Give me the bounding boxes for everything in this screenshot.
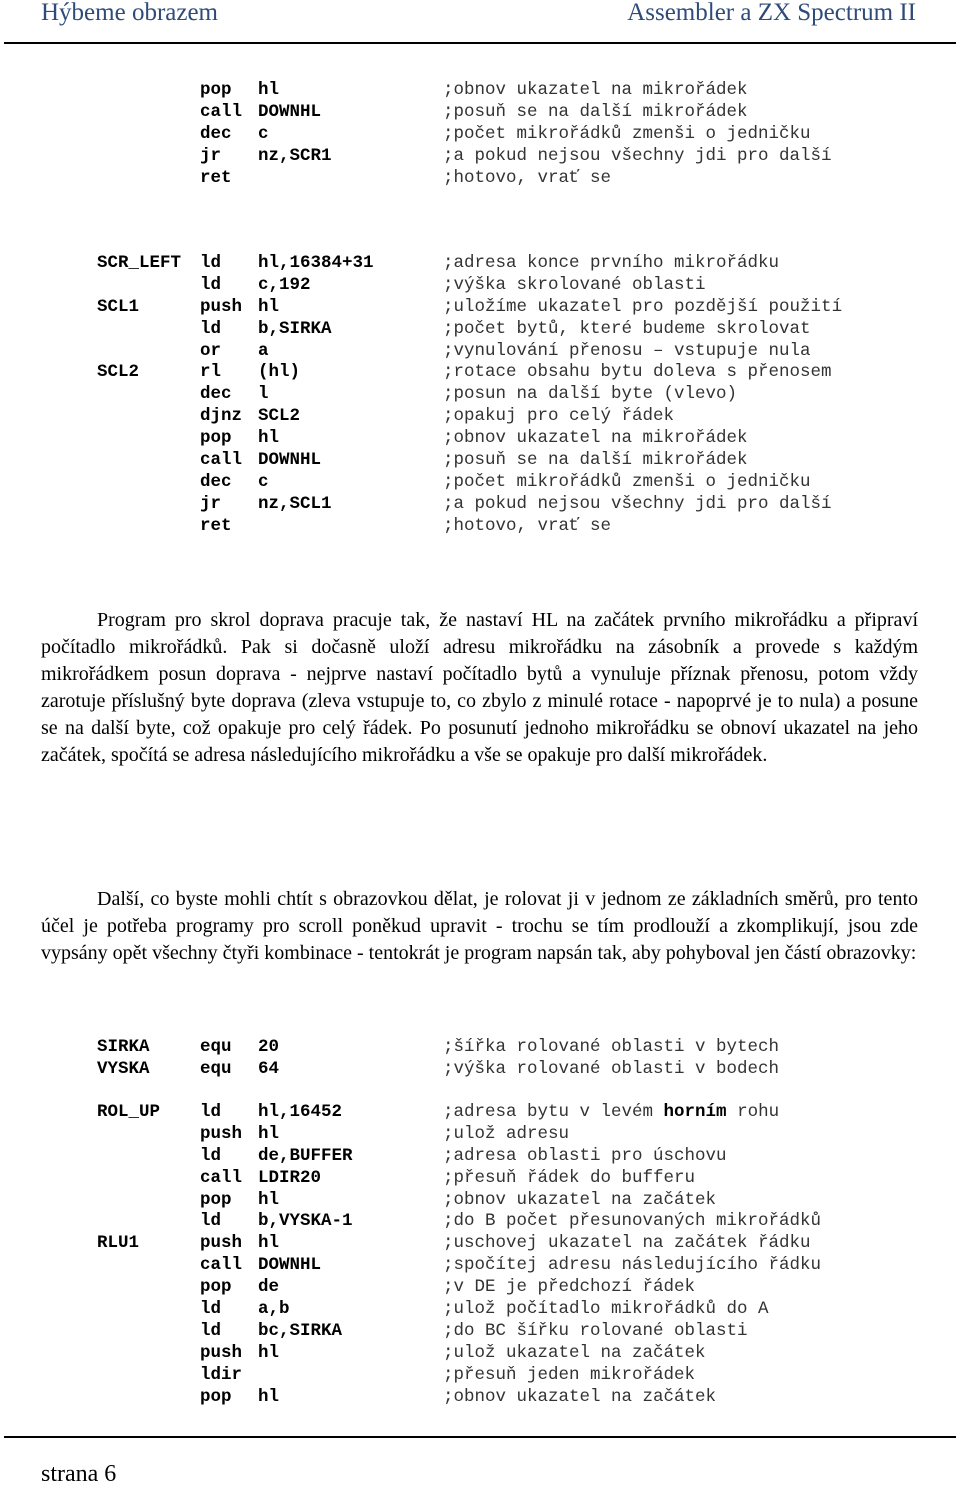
code-operand: nz,SCR1 (258, 145, 332, 166)
code-comment: ;obnov ukazatel na mikrořádek (443, 428, 748, 449)
code-operand: hl (258, 1189, 280, 1210)
code-operand: DOWNHL (258, 101, 322, 122)
code-label: SCL1 (97, 296, 140, 317)
code-operand: hl (258, 1342, 280, 1363)
code-comment: ;výška skrolované oblasti (443, 274, 706, 295)
code-instruction: call (200, 1167, 243, 1188)
code-operand: de,BUFFER (258, 1145, 353, 1166)
code-comment: ;hotovo, vrať se (443, 515, 612, 536)
code-instruction: or (200, 340, 222, 361)
code-instruction: djnz (200, 406, 243, 427)
code-comment: ;vynulování přenosu – vstupuje nula (443, 340, 811, 361)
code-instruction: pop (200, 428, 232, 449)
code-label: VYSKA (97, 1058, 150, 1079)
code-instruction: ld (200, 1320, 222, 1341)
code-operand: 20 (258, 1037, 280, 1057)
code-instruction: push (200, 1233, 243, 1254)
code-comment: ;opakuj pro celý řádek (443, 406, 675, 427)
code-operand: c (258, 471, 269, 492)
code-comment: ;přesuň řádek do bufferu (443, 1167, 696, 1188)
code-operand: l (258, 384, 269, 405)
header-title-left: Hýbeme obrazem (41, 0, 219, 26)
code-instruction: equ (200, 1037, 232, 1057)
paragraph-scroll-explanation: Program pro skrol doprava pracuje tak, že nastaví HL na začátek prvního mikrořádku a připraví počítadlo mikrořádků. Pak si dočasně uloží adresu mikrořádku na zásobník a provede s každým mikrořádkem posun doprava - nejprve nastaví počítadlo bytů a vynuluje příznak přenosu, potom vždy zarotuje příslušný byte doprava (zleva vstupuje to, co zbylo z minulé rotace - napoprvé je to nula) a posune se na další byte, což opakuje pro celý řádek. Po posunutí jednoho mikrořádku se obnoví ukazatel na jeho začátek, spočítá se adresa následujícího mikrořádku a vše se opakuje pro další mikrořádek. (41, 609, 918, 766)
code-instruction: ld (200, 318, 222, 339)
code-instruction: call (200, 101, 243, 122)
code-comment: ;ulož adresu (443, 1123, 570, 1144)
header-divider (4, 42, 956, 44)
code-comment: ;obnov ukazatel na mikrořádek (443, 80, 748, 100)
code-instruction: rl (200, 362, 222, 383)
code-label: SCL2 (97, 362, 140, 383)
code-operand: b,SIRKA (258, 318, 332, 339)
code-instruction: call (200, 1255, 243, 1276)
code-instruction: push (200, 1123, 243, 1144)
code-instruction: pop (200, 1189, 232, 1210)
code-comment: ;přesuň jeden mikrořádek (443, 1364, 696, 1385)
code-instruction: jr (200, 493, 222, 514)
code-instruction: ldir (200, 1364, 243, 1385)
code-comment: ;posuň se na další mikrořádek (443, 101, 748, 122)
code-comment: ;adresa oblasti pro úschovu (443, 1145, 727, 1166)
code-comment: ;obnov ukazatel na začátek (443, 1189, 717, 1210)
code-operand: SCL2 (258, 406, 301, 427)
code-operand: hl (258, 428, 280, 449)
code-label: SIRKA (97, 1037, 150, 1057)
code-operand: bc,SIRKA (258, 1320, 343, 1341)
code-operand: hl,16452 (258, 1102, 343, 1122)
code-operand: hl,16384+31 (258, 253, 374, 273)
code-instruction: dec (200, 123, 232, 144)
code-comment: ;spočítej adresu následujícího řádku (443, 1255, 822, 1276)
code-operand: nz,SCL1 (258, 493, 332, 514)
code-operand: hl (258, 80, 280, 100)
code-instruction: equ (200, 1058, 232, 1079)
code-comment: ;v DE je předchozí řádek (443, 1277, 696, 1298)
code-instruction: jr (200, 145, 222, 166)
code-comment: ;uschovej ukazatel na začátek řádku (443, 1233, 811, 1254)
code-comment: ;adresa bytu v levém horním rohu (443, 1102, 780, 1122)
page-number: strana 6 (41, 1461, 117, 1487)
code-operand: LDIR20 (258, 1167, 322, 1188)
code-instruction: dec (200, 384, 232, 405)
code-label: ROL_UP (97, 1102, 161, 1122)
code-operand: hl (258, 1123, 280, 1144)
code-operand: c (258, 123, 269, 144)
code-comment: ;výška rolované oblasti v bodech (443, 1058, 780, 1079)
paragraph-rolling-intro: Další, co byste mohli chtít s obrazovkou dělat, je rolovat ji v jednom ze základních směrů, pro tento účel je potřeba programy pro scroll poněkud upravit - trochu se tím prodlouží a zkomplikují, jsou zde vypsány opět všechny čtyři kombinace - tentokrát je program napsán tak, aby pohyboval jen částí obrazovky: (41, 888, 918, 964)
code-operand: a (258, 340, 269, 361)
code-instruction: ld (200, 1102, 222, 1122)
header-title-right: Assembler a ZX Spectrum II (627, 0, 916, 26)
code-instruction: pop (200, 1386, 232, 1407)
code-instruction: ld (200, 1145, 222, 1166)
code-instruction: ld (200, 274, 222, 295)
code-instruction: ld (200, 1299, 222, 1320)
code-instruction: ld (200, 1211, 222, 1232)
code-instruction: ld (200, 253, 222, 273)
code-comment: ;ulož ukazatel na začátek (443, 1342, 706, 1363)
code-instruction: ret (200, 515, 232, 536)
code-operand: de (258, 1277, 280, 1298)
code-instruction: ret (200, 167, 232, 188)
code-label: SCR_LEFT (97, 253, 182, 273)
code-comment: ;počet mikrořádků zmenši o jedničku (443, 471, 811, 492)
code-operand: (hl) (258, 362, 301, 383)
code-comment: ;posuň se na další mikrořádek (443, 450, 748, 471)
code-comment: ;ulož počítadlo mikrořádků do A (443, 1299, 769, 1320)
code-instruction: pop (200, 1277, 232, 1298)
code-comment: ;uložíme ukazatel pro pozdější použití (443, 296, 843, 317)
code-operand: hl (258, 1233, 280, 1254)
code-comment: ;do B počet přesunovaných mikrořádků (443, 1211, 822, 1232)
code-comment: ;obnov ukazatel na začátek (443, 1386, 717, 1407)
code-comment: ;šířka rolované oblasti v bytech (443, 1037, 780, 1057)
code-instruction: pop (200, 80, 232, 100)
code-operand: hl (258, 296, 280, 317)
code-comment: ;adresa konce prvního mikrořádku (443, 253, 780, 273)
code-label: RLU1 (97, 1233, 140, 1254)
code-comment: ;a pokud nejsou všechny jdi pro další (443, 145, 832, 166)
code-operand: a,b (258, 1299, 290, 1320)
code-comment: ;rotace obsahu bytu doleva s přenosem (443, 362, 832, 383)
code-instruction: dec (200, 471, 232, 492)
code-instruction: call (200, 450, 243, 471)
code-comment: ;posun na další byte (vlevo) (443, 384, 738, 405)
code-comment: ;počet mikrořádků zmenši o jedničku (443, 123, 811, 144)
code-operand: DOWNHL (258, 450, 322, 471)
code-comment: ;hotovo, vrať se (443, 167, 612, 188)
footer-divider (4, 1436, 956, 1438)
code-instruction: push (200, 1342, 243, 1363)
code-comment: ;do BC šířku rolované oblasti (443, 1320, 748, 1341)
code-operand: c,192 (258, 274, 311, 295)
code-comment: ;počet bytů, které budeme skrolovat (443, 318, 811, 339)
code-operand: b,VYSKA-1 (258, 1211, 353, 1232)
code-operand: hl (258, 1386, 280, 1407)
code-instruction: push (200, 296, 243, 317)
code-operand: 64 (258, 1058, 280, 1079)
code-operand: DOWNHL (258, 1255, 322, 1276)
code-comment: ;a pokud nejsou všechny jdi pro další (443, 493, 832, 514)
